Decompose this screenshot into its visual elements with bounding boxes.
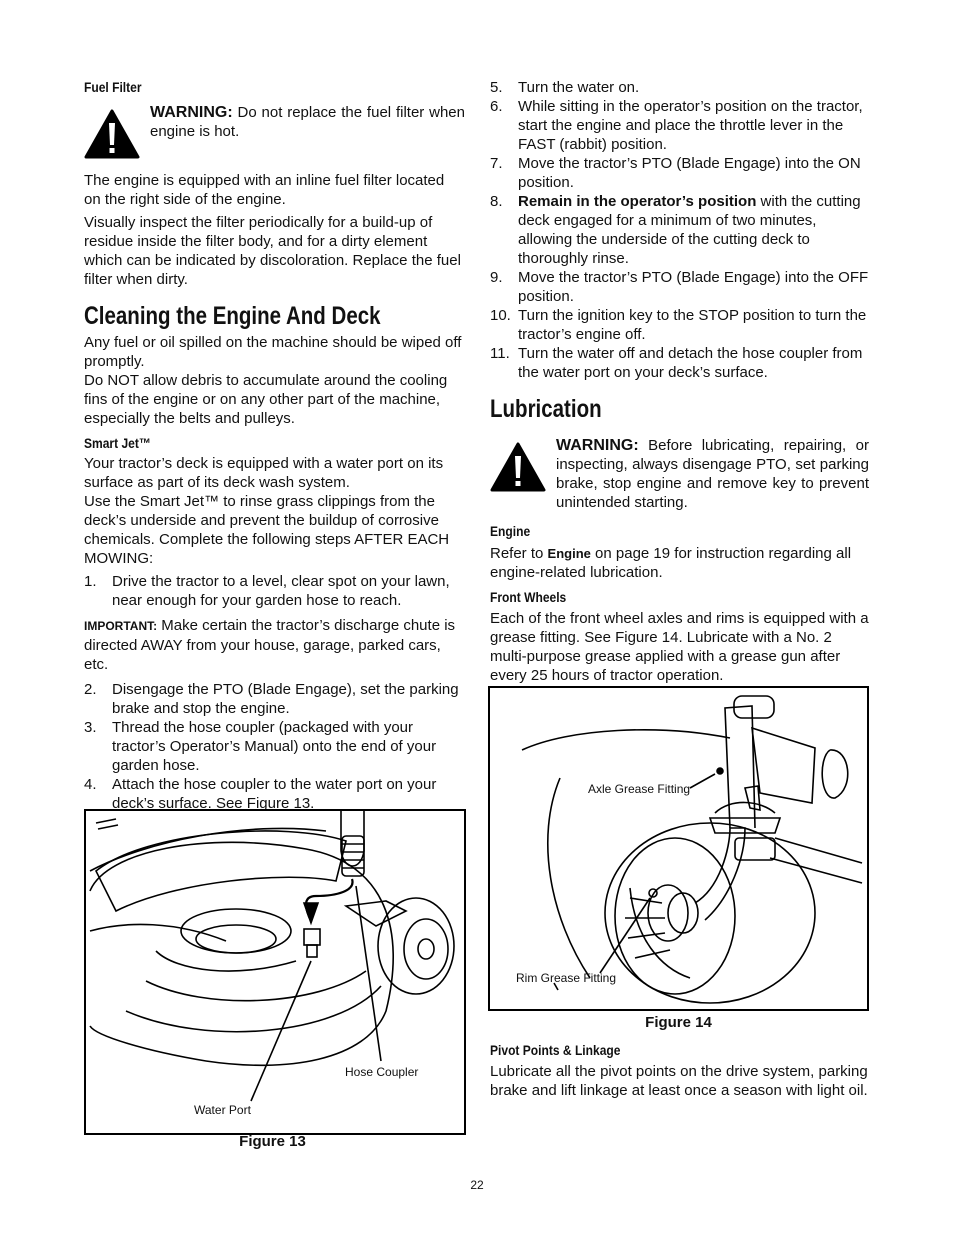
step-8-bold: Remain in the operator’s position xyxy=(518,193,757,210)
cleaning-heading: Cleaning the Engine And Deck xyxy=(84,302,381,330)
warning-label: WARNING: xyxy=(150,104,233,121)
step-text: Disengage the PTO (Blade Engage), set the parking brake and stop the engine. xyxy=(112,681,459,717)
step-number: 8. xyxy=(490,193,503,210)
steps-list-b xyxy=(84,680,465,813)
right-column-bottom xyxy=(490,1041,869,1100)
cleaning-paragraph-2: Do NOT allow debris to accumulate around the cooling fins of the engine or on any other part of the machine, especially the belts and pulleys. xyxy=(84,372,448,427)
engine-heading: Engine xyxy=(490,523,531,539)
step-number: 4. xyxy=(84,776,97,793)
steps-list-a xyxy=(84,572,465,610)
list-item xyxy=(84,718,465,775)
step-number: 5. xyxy=(490,79,503,96)
wheel-illustration xyxy=(490,688,867,1009)
deck-illustration xyxy=(86,811,464,1133)
step-text: While sitting in the operator’s position on the tractor, start the engine and place the throttle lever in the FAST (rabbit) position. xyxy=(518,98,863,153)
lubrication-heading: Lubrication xyxy=(490,395,602,423)
warning-triangle-icon xyxy=(490,442,546,492)
pivot-points-paragraph: Lubricate all the pivot points on the drive system, parking brake and lift linkage at least once a season with light oil. xyxy=(490,1063,868,1099)
front-wheels-heading: Front Wheels xyxy=(490,589,567,605)
front-wheels-paragraph: Each of the front wheel axles and rims is equipped with a grease fitting. See Figure 14. Lubricate with a No. 2 multi-purpose grease applied with a grease gun after every 25 hours of tractor operation. xyxy=(490,610,869,684)
list-item xyxy=(84,572,465,610)
step-number: 10. xyxy=(490,307,511,324)
pivot-points-heading: Pivot Points & Linkage xyxy=(490,1042,621,1058)
list-item xyxy=(490,344,869,382)
step-text xyxy=(518,192,869,268)
left-column xyxy=(84,78,465,813)
steps-list-c xyxy=(490,78,869,382)
figure-13 xyxy=(84,809,466,1135)
list-item xyxy=(490,154,869,192)
step-number: 9. xyxy=(490,269,503,286)
fuel-paragraph-2: Visually inspect the filter periodically for a build-up of residue inside the filter body, and for a dirty element which can be indicated by discoloration. Replace the fuel filter when dirty. xyxy=(84,214,461,288)
warning-text: Before lubricating, repairing, or inspecting, always disengage PTO, set parking brake, stop engine and remove key to prevent unintended starting. xyxy=(556,437,869,511)
page-number: 22 xyxy=(470,1178,484,1192)
warning-label: WARNING: xyxy=(556,437,639,454)
smart-jet-paragraph-1: Your tractor’s deck is equipped with a water port on its surface as part of its deck wash system. xyxy=(84,455,444,491)
step-number: 11. xyxy=(490,345,510,362)
engine-text-pre: Refer to xyxy=(490,545,548,562)
water-port-label: Water Port xyxy=(194,1103,251,1117)
step-number: 7. xyxy=(490,155,503,172)
step-8-rest: with the cutting deck engaged for a minimum of two minutes, allowing the underside of the cutting deck to thoroughly rinse. xyxy=(518,193,861,267)
fuel-warning-box xyxy=(84,103,465,159)
step-text: Move the tractor’s PTO (Blade Engage) into the ON position. xyxy=(518,155,861,191)
list-item xyxy=(490,306,869,344)
cleaning-paragraph-1: Any fuel or oil spilled on the machine should be wiped off promptly. xyxy=(84,334,462,370)
list-item xyxy=(490,192,869,268)
step-text: Thread the hose coupler (packaged with your tractor’s Operator’s Manual) onto the end of your garden hose. xyxy=(112,719,437,774)
axle-grease-fitting-label: Axle Grease Fitting xyxy=(588,782,691,796)
engine-paragraph xyxy=(490,544,869,582)
step-text: Turn the ignition key to the STOP position to turn the tractor’s engine off. xyxy=(518,307,867,343)
list-item xyxy=(490,78,869,97)
engine-text-post: on page 19 for instruction regarding all engine-related lubrication. xyxy=(490,545,852,581)
step-text: Drive the tractor to a level, clear spot on your lawn, near enough for your garden hose to reach. xyxy=(112,573,450,609)
warning-text: Do not replace the fuel filter when engine is hot. xyxy=(150,104,465,140)
step-number: 3. xyxy=(84,719,97,736)
step-number: 2. xyxy=(84,681,97,698)
lube-warning-text-block xyxy=(556,436,869,512)
figure-14-caption: Figure 14 xyxy=(645,1014,712,1031)
hose-coupler-label: Hose Coupler xyxy=(345,1065,419,1079)
fuel-warning-text-block xyxy=(150,103,465,141)
rim-grease-fitting-label: Rim Grease Fitting xyxy=(516,971,617,985)
important-label: IMPORTANT: xyxy=(84,619,158,633)
lube-warning-box xyxy=(490,436,869,512)
right-column xyxy=(490,78,869,685)
list-item xyxy=(490,97,869,154)
list-item xyxy=(490,268,869,306)
smart-jet-heading: Smart Jet™ xyxy=(84,435,151,451)
important-text: Make certain the tractor’s discharge chute is directed AWAY from your house, garage, parked cars, etc. xyxy=(84,617,456,673)
step-text: Attach the hose coupler to the water port on your deck’s surface. See Figure 13. xyxy=(112,776,437,812)
list-item xyxy=(84,775,465,813)
step-number: 6. xyxy=(490,98,503,115)
figure-13-caption: Figure 13 xyxy=(239,1133,306,1150)
step-text: Move the tractor’s PTO (Blade Engage) into the OFF position. xyxy=(518,269,869,305)
list-item xyxy=(84,680,465,718)
fuel-filter-heading: Fuel Filter xyxy=(84,79,142,95)
figure-14 xyxy=(488,686,869,1011)
smart-jet-paragraph-2: Use the Smart Jet™ to rinse grass clippings from the deck’s underside and prevent the buildup of corrosive chemicals. Complete the following steps AFTER EACH MOWING: xyxy=(84,493,450,567)
step-text: Turn the water off and detach the hose coupler from the water port on your deck’s surface. xyxy=(518,345,863,381)
step-number: 1. xyxy=(84,573,97,590)
warning-triangle-icon xyxy=(84,109,140,159)
fuel-paragraph-1: The engine is equipped with an inline fuel filter located on the right side of the engine. xyxy=(84,172,445,208)
important-note xyxy=(84,616,465,674)
engine-reference: Engine xyxy=(547,546,591,561)
step-text: Turn the water on. xyxy=(518,79,640,96)
